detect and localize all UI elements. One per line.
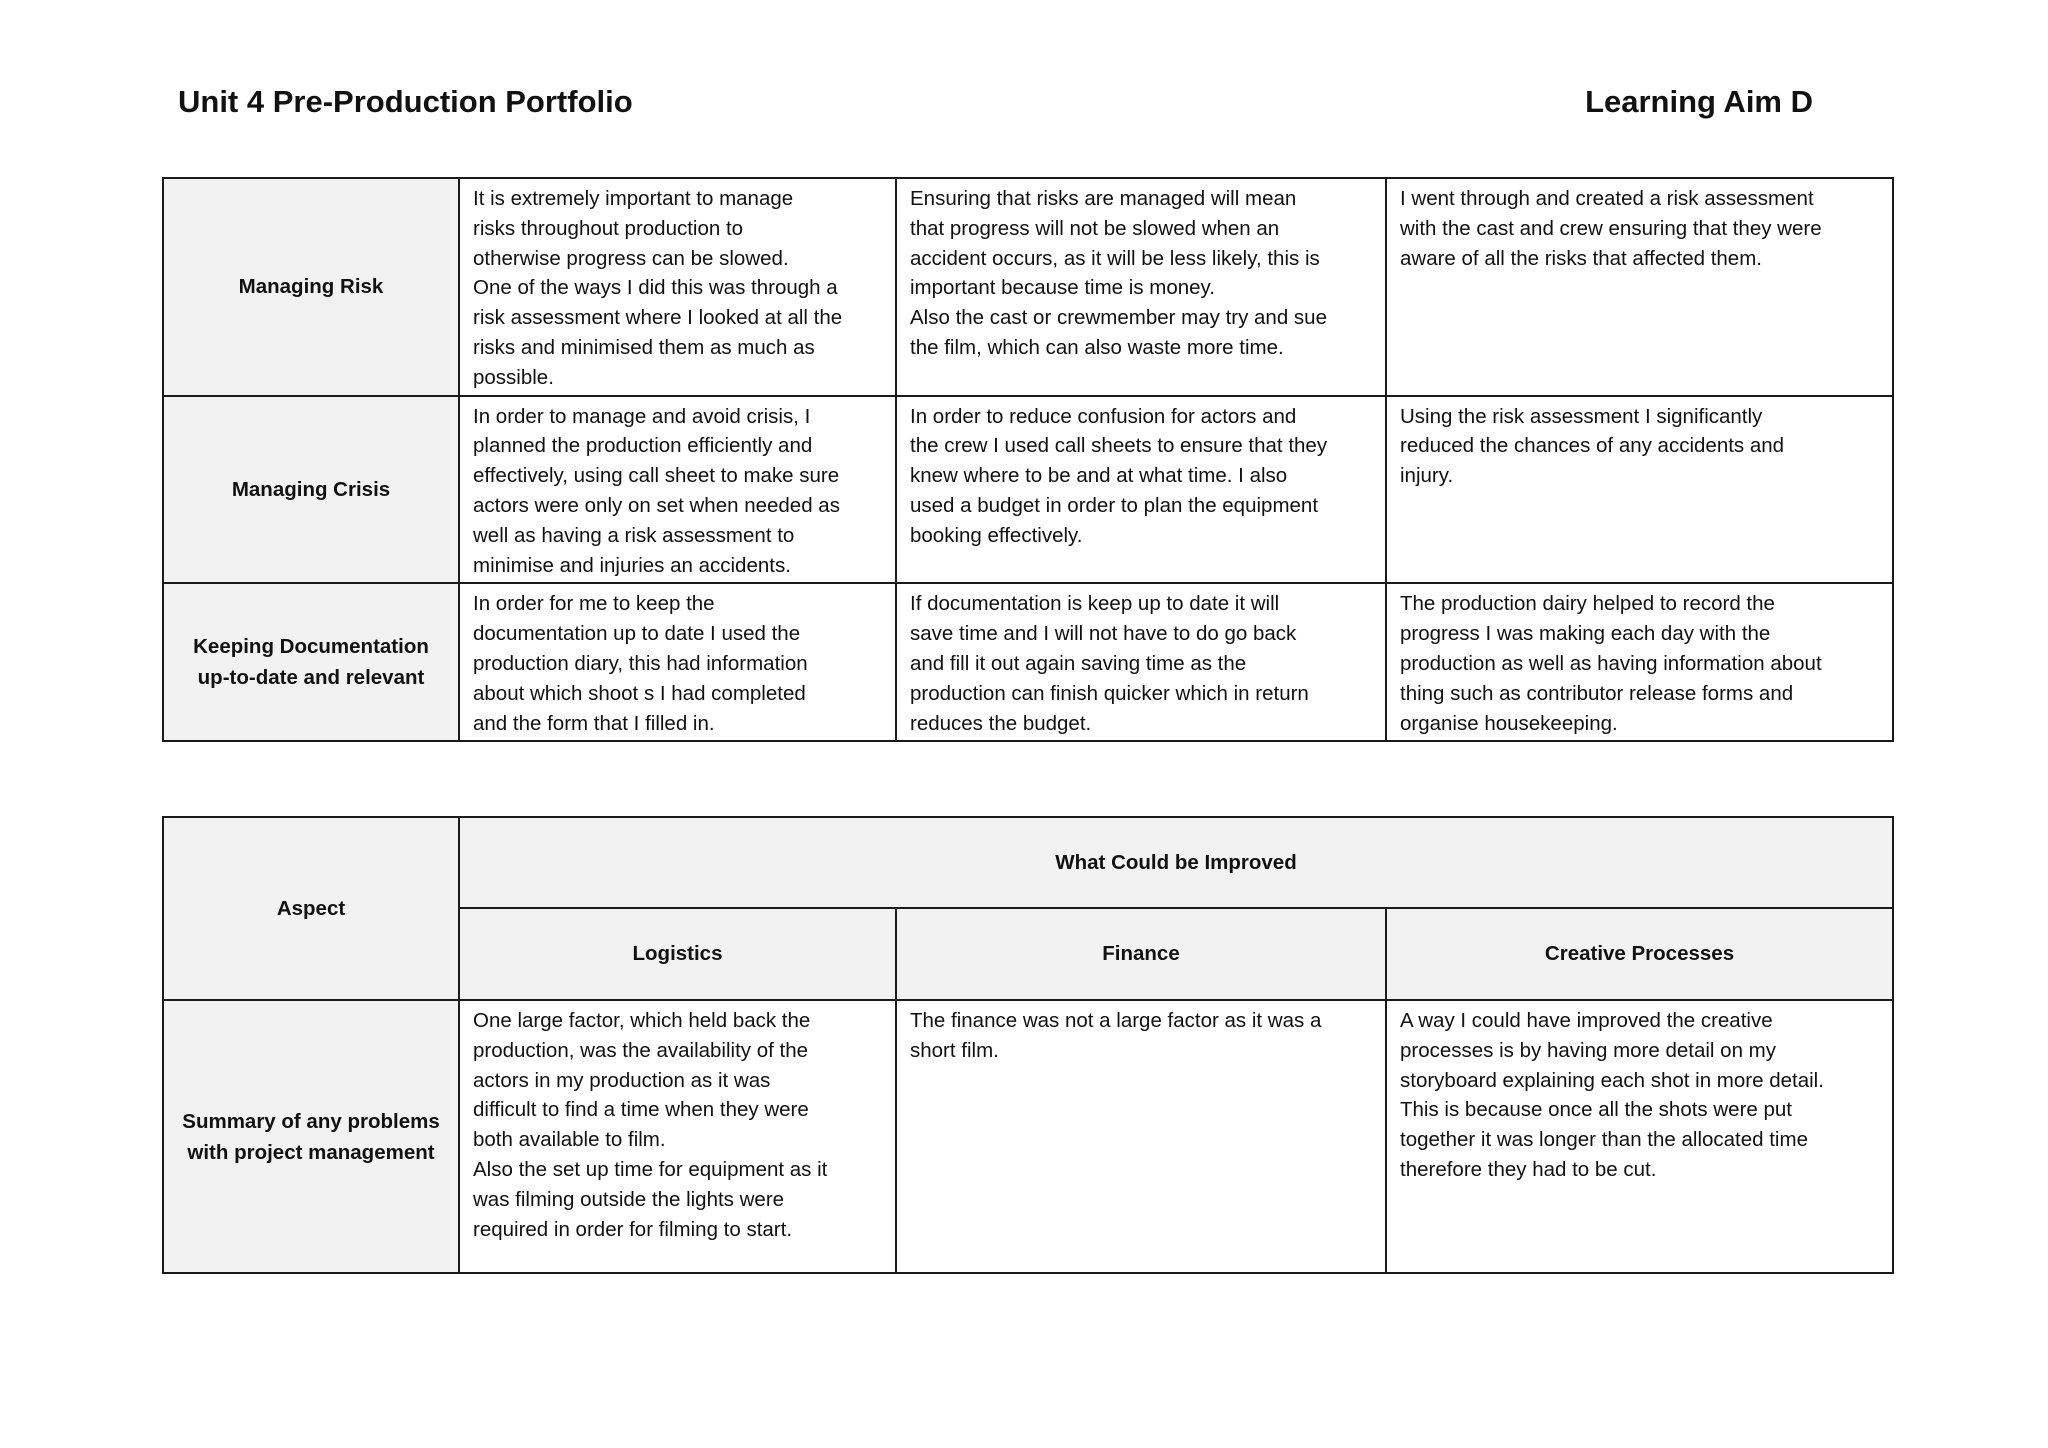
- table-cell: In order to reduce confusion for actors and the crew I used call sheets to ensure that they knew where to be and at what time. I also used a budget in order to plan the equipment booking effectively.: [896, 396, 1386, 584]
- row-label-managing-crisis: Managing Crisis: [163, 396, 459, 584]
- column-header-finance: Finance: [896, 908, 1386, 1000]
- table-cell: I went through and created a risk assessment with the cast and crew ensuring that they were aware of all the risks that affected them.: [1386, 178, 1893, 396]
- row-label-summary: Summary of any problems with project management: [163, 1000, 459, 1273]
- table-row: [163, 1000, 1893, 1273]
- table-cell: In order for me to keep the documentation up to date I used the production diary, this had information about which shoot s I had completed and the form that I filled in.: [459, 583, 896, 741]
- column-header-creative-processes: Creative Processes: [1386, 908, 1893, 1000]
- table-row: [163, 396, 1893, 584]
- table-header-row: [163, 817, 1893, 908]
- table-cell: A way I could have improved the creative processes is by having more detail on my storyboard explaining each shot in more detail. This is because once all the shots were put together it was longer than the allocated time therefore they had to be cut.: [1386, 1000, 1893, 1273]
- table-cell: The production dairy helped to record the progress I was making each day with the production as well as having information about thing such as contributor release forms and organise housekeeping.: [1386, 583, 1893, 741]
- column-header-logistics: Logistics: [459, 908, 896, 1000]
- table-cell: If documentation is keep up to date it will save time and I will not have to do go back and fill it out again saving time as the production can finish quicker which in return reduces the budget.: [896, 583, 1386, 741]
- table-cell: In order to manage and avoid crisis, I planned the production efficiently and effectively, using call sheet to make sure actors were only on set when needed as well as having a risk assessment to minimise and injuries an accidents.: [459, 396, 896, 584]
- table-cell: One large factor, which held back the production, was the availability of the actors in my production as it was difficult to find a time when they were both available to film. Also the set up time for equipment as it was filming outside the lights were required in order for filming to start.: [459, 1000, 896, 1273]
- table-cell: It is extremely important to manage risks throughout production to otherwise progress can be slowed. One of the ways I did this was through a risk assessment where I looked at all the risks and minimised them as much as possible.: [459, 178, 896, 396]
- improvements-table: [162, 816, 1894, 1274]
- learning-aim: Learning Aim D: [1585, 84, 1813, 119]
- evaluation-table: [162, 177, 1894, 742]
- table-cell: Ensuring that risks are managed will mean that progress will not be slowed when an accident occurs, as it will be less likely, this is important because time is money. Also the cast or crewmember may try and sue the film, which can also waste more time.: [896, 178, 1386, 396]
- table-cell: Using the risk assessment I significantly reduced the chances of any accidents and injury.: [1386, 396, 1893, 584]
- page-header: [0, 84, 2048, 134]
- document-title: Unit 4 Pre-Production Portfolio: [178, 84, 633, 119]
- what-could-be-improved-header: What Could be Improved: [459, 817, 1893, 908]
- aspect-header: Aspect: [163, 817, 459, 1000]
- table-cell: The finance was not a large factor as it was a short film.: [896, 1000, 1386, 1273]
- table-row: [163, 583, 1893, 741]
- row-label-managing-risk: Managing Risk: [163, 178, 459, 396]
- table-row: [163, 178, 1893, 396]
- row-label-keeping-documentation: Keeping Documentation up-to-date and relevant: [163, 583, 459, 741]
